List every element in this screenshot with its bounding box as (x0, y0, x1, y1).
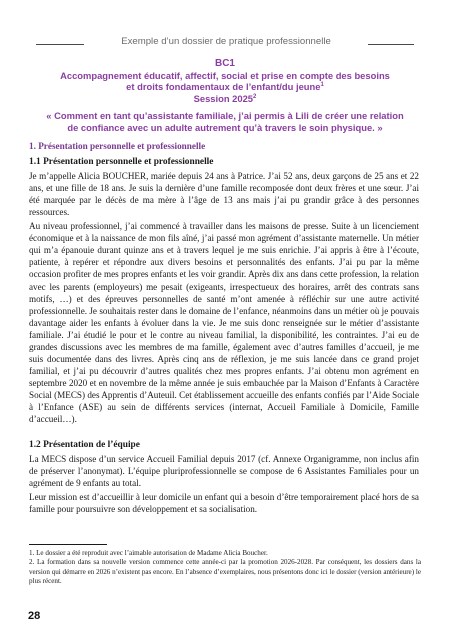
body-text (29, 140, 419, 515)
quote-line-1: « Comment en tant qu’assistante familiale, j’ai permis à Lili de créer une relation (46, 110, 404, 122)
paragraph-1-2-a: La MECS dispose d’un service Accueil Familial depuis 2017 (cf. Annexe Organigramme, non inclus afin de préserver l’anonymat). L’équipe pluriprofessionnelle se compose de 6 Assistantes Familiales pour un agrément de 9 enfants au total. (29, 454, 419, 489)
footnote-ref-2: 2 (253, 93, 257, 100)
paragraph-1-2-b: Leur mission est d’accueillir à leur domicile un enfant qui a besoin d’être temporairement placé hors de sa famille pour poursuivre son développement et sa socialisation. (29, 492, 419, 515)
footnote-1: 1. Le dossier a été reproduit avec l’aimable autorisation de Madame Alicia Boucher. (29, 549, 268, 557)
quote-line-2: de confiance avec un adulte autrement qu’à travers le soin physique. » (67, 121, 383, 133)
page-number: 28 (28, 610, 41, 622)
footnotes (29, 549, 421, 587)
footnote-2: 2. La formation dans sa nouvelle version commence cette année-ci par la promotion 2026-2028. Par conséquent, les dossiers dans la version qui démarre en 2026 n’existent pas encore. En l’absence d’exemplaires, nous présentons donc ici le dossier (version antérieure) le plus récent. (29, 558, 421, 586)
title-block (30, 58, 420, 133)
footnote-ref-1: 1 (320, 82, 324, 89)
session-text: Session 2025 (193, 92, 254, 104)
title-line-3-text: et droits fondamentaux de l’enfant/du jeune (126, 81, 321, 93)
header-label: Exemple d’un dossier de pratique professionnelle (121, 36, 331, 47)
footnote-rule (29, 544, 107, 545)
title-line-4 (30, 93, 420, 104)
running-header (36, 36, 414, 50)
section-1-1-heading: 1.1 Présentation personnelle et professionnelle (29, 157, 214, 168)
section-1-heading: 1. Présentation personnelle et professionnelle (29, 141, 206, 151)
title-line-3 (30, 81, 420, 92)
paragraph-1-1-b: Au niveau professionnel, j’ai commencé à travailler dans les maisons de presse. Suite à un licenciement économique et à la naissance de mon fils aîné, j’ai passé mon agrément d’assistante maternelle. Un métier qui m’a épanouie durant quinze ans et à travers lequel je me suis enrichie. J’ai appris à être à l’écoute, patiente, à repérer et répondre aux divers besoins et personnalités des enfants. J’ai pu par la même occasion profiter de mes propres enfants et les voir grandir. Après dix ans dans cette profession, la relation avec les parents (employeurs) me pesait (exigeants, irrespectueux des horaires, arrêt des contrats sans motifs, …) et des épreuves personnelles de santé m’ont amenée à réfléchir sur une autre activité professionnelle. Je souhaitais rester dans le domaine de l’enfance, néanmoins dans un métier où je pouvais davantage aider les enfants à évoluer dans la vie. Je me suis donc renseignée sur le métier d’assistante familiale. J’ai étudié le pour et le contre au niveau familial, la disponibilité, les contraintes. J’ai eu de grandes discussions avec les membres de ma famille, également avec d’autres familles d’accueil, je me suis documentée dans des livres. Après cinq ans de réflexion, je me suis lancée dans ce grand projet familial, et j’ai pu découvrir d’autres qualités chez mes propres enfants. J’ai obtenu mon agrément en septembre 2020 et en novembre de la même année je suis embauchée par la Maison d’Enfants à Caractère Social (MECS) des Apprentis d’Auteuil. Cet établissement accueille des enfants confiés par l’Aide Sociale à l’Enfance (ASE) au sein de différents services (internat, Accueil Familiale à Domicile, Famille d’accueil…). (29, 221, 419, 425)
header-rule-left (36, 44, 84, 45)
header-rule-right (368, 44, 414, 45)
section-1-2-heading: 1.2 Présentation de l’équipe (29, 440, 140, 451)
title-line-2: Accompagnement éducatif, affectif, social et prise en compte des besoins (60, 70, 390, 81)
problem-quote (30, 110, 420, 133)
paragraph-1-1-a: Je m’appelle Alicia BOUCHER, mariée depuis 24 ans à Patrice. J’ai 52 ans, deux garçons de 25 ans et 22 ans, et une fille de 18 ans. Je suis la dernière d’une famille recomposée dont deux frères et une sœur. J’ai été marquée par le décès de ma mère à l’âge de 13 ans mais j’ai pu grandir grâce à des personnes ressources. (29, 171, 419, 218)
title-code: BC1 (214, 58, 235, 69)
